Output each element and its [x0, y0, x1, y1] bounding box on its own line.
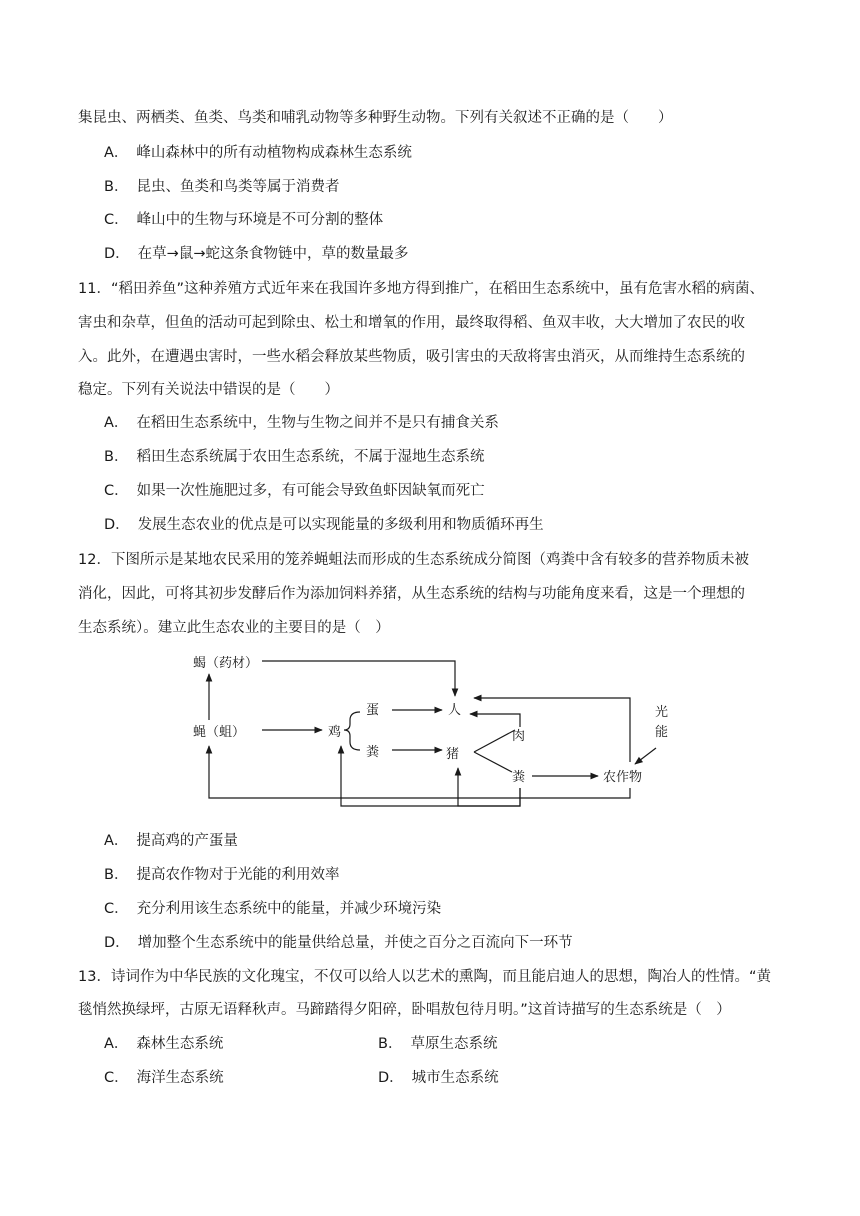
q11-option-d: D． 发展生态农业的优点是可以实现能量的多级利用和物质循环再生 — [104, 517, 544, 533]
q11-option-c: C． 如果一次性施肥过多，有可能会导致鱼虾因缺氧而死亡 — [104, 483, 485, 499]
q12-stem-line-2: 消化，因此，可将其初步发酵后作为添加饲料养猪，从生态系统的结构与功能角度来看，这是一个理想的 — [78, 586, 745, 602]
q13-option-a: A． 森林生态系统 — [104, 1036, 224, 1052]
q12-option-c: C． 充分利用该生态系统中的能量，并减少环境污染 — [104, 901, 442, 917]
q10-option-b: B． 昆虫、鱼类和鸟类等属于消费者 — [104, 179, 340, 195]
arrow-pigdung-to-pig — [458, 768, 520, 806]
arrow-meat-to-human — [470, 714, 520, 727]
node-human: 人 — [448, 703, 462, 718]
q10-stem-tail: 集昆虫、两栖类、鱼类、鸟类和哺乳动物等多种野生动物。下列有关叙述不正确的是（ ） — [78, 110, 673, 126]
node-scorpion: 蝎（药材） — [193, 656, 259, 671]
q13-stem-line-2: 毯悄然换绿坪，古原无语释秋声。马蹄踏得夕阳碎，卧唱敖包待月明。”这首诗描写的生态系统是（ ） — [78, 1002, 731, 1018]
q11-stem-line-4: 稳定。下列有关说法中错误的是（ ） — [78, 382, 339, 398]
q13-stem-line-1: 13．诗词作为中华民族的文化瑰宝，不仅可以给人以艺术的熏陶，而且能启迪人的思想，陶冶人的性情。“黄 — [78, 969, 771, 985]
q11-stem-line-1: 11．“稻田养鱼”这种养殖方式近年来在我国许多地方得到推广，在稻田生态系统中，虽有危害水稻的病菌、 — [78, 281, 764, 297]
node-pig: 猪 — [446, 747, 460, 762]
chicken-brace — [344, 712, 360, 750]
q12-option-d: D． 增加整个生态系统中的能量供给总量，并使之百分之百流向下一环节 — [104, 935, 573, 951]
node-fly: 蝇（蛆） — [193, 725, 246, 740]
node-light-2: 能 — [655, 725, 669, 740]
node-chicken: 鸡 — [328, 725, 342, 740]
q12-stem-line-3: 生态系统）。建立此生态农业的主要目的是（ ） — [78, 620, 390, 636]
q11-option-a: A． 在稻田生态系统中，生物与生物之间并不是只有捕食关系 — [104, 415, 499, 431]
q10-option-a: A． 峰山森林中的所有动植物构成森林生态系统 — [104, 145, 412, 161]
q13-number: 13． — [78, 969, 111, 985]
q11-number: 11． — [78, 281, 111, 297]
q13-option-b: B． 草原生态系统 — [378, 1036, 498, 1052]
node-light-1: 光 — [655, 705, 669, 720]
arrow-crop-to-human — [474, 698, 630, 762]
q13-option-c: C． 海洋生态系统 — [104, 1070, 224, 1086]
node-pig-dung: 粪 — [512, 770, 526, 785]
q12-number: 12． — [78, 552, 111, 568]
arrow-scorpion-to-human — [262, 661, 455, 696]
node-chicken-dung: 粪 — [366, 745, 380, 760]
q10-option-d: D． 在草→鼠→蛇这条食物链中，草的数量最多 — [104, 246, 409, 262]
q10-option-c: C． 峰山中的生物与环境是不可分割的整体 — [104, 212, 384, 228]
q11-stem-line-2: 害虫和杂草，但鱼的活动可起到除虫、松土和增氧的作用，最终取得稻、鱼双丰收，大大增加了农民的收 — [78, 315, 745, 331]
q12-option-b: B． 提高农作物对于光能的利用效率 — [104, 867, 340, 883]
pig-to-meat-line — [474, 730, 515, 752]
q11-stem-line-3: 入。此外，在遭遇虫害时，一些水稻会释放某些物质，吸引害虫的天敌将害虫消灭，从而维持生态系统的 — [78, 349, 745, 365]
q13-option-d: D． 城市生态系统 — [378, 1070, 499, 1086]
q12-stem-line-1: 12．下图所示是某地农民采用的笼养蝇蛆法而形成的生态系统成分简图（鸡粪中含有较多的营养物质未被 — [78, 552, 749, 568]
ecosystem-diagram — [0, 650, 860, 850]
q11-option-b: B． 稻田生态系统属于农田生态系统，不属于湿地生态系统 — [104, 449, 485, 465]
arrow-light-to-crop — [635, 748, 656, 764]
node-crop: 农作物 — [603, 770, 643, 785]
pig-to-dung-line — [474, 752, 512, 772]
node-egg: 蛋 — [366, 703, 380, 718]
node-meat: 肉 — [512, 729, 526, 744]
arrow-crop-to-fly — [209, 746, 630, 798]
q12-option-a: A． 提高鸡的产蛋量 — [104, 833, 238, 849]
